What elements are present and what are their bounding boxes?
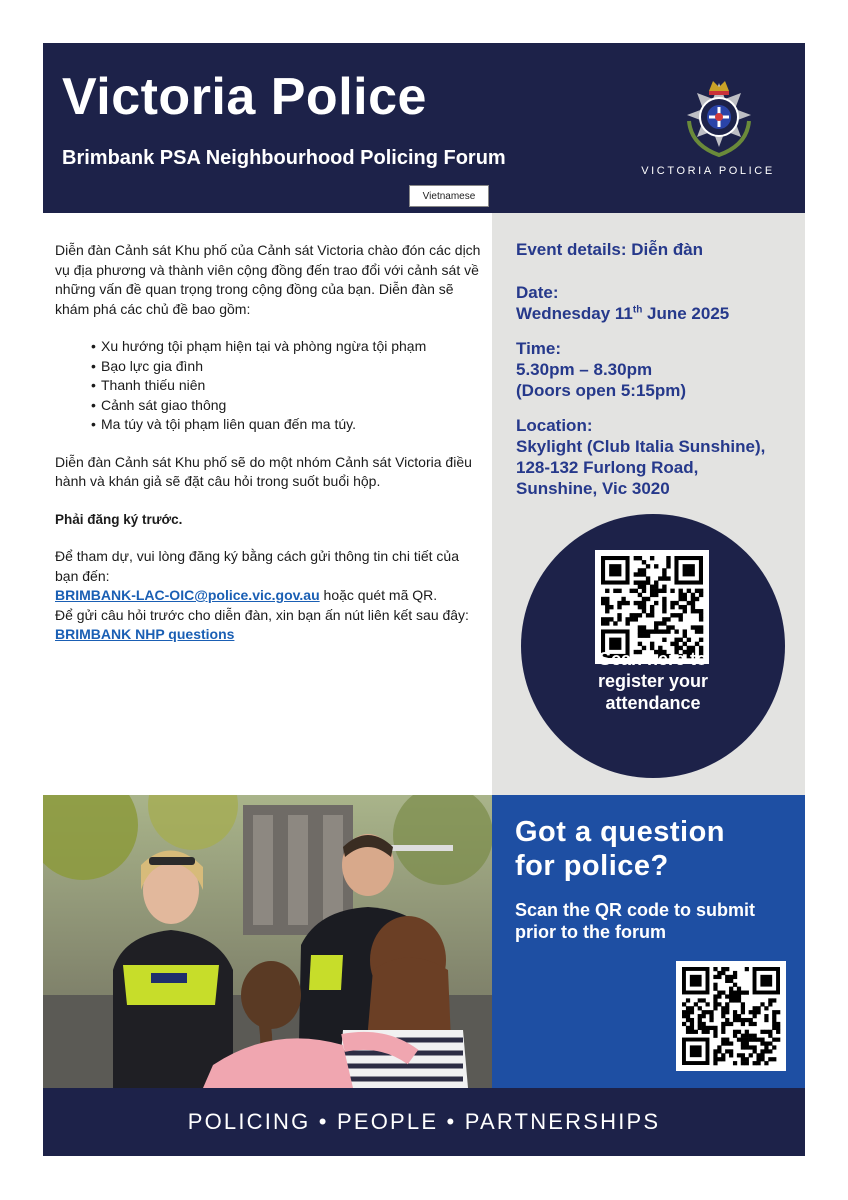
- footer-banner: [43, 1088, 805, 1156]
- date-sup: th: [632, 304, 643, 316]
- intro-paragraph: Diễn đàn Cảnh sát Khu phố của Cảnh sát Victoria chào đón các dịch vụ địa phương và thành viên cộng đồng đến trao đổi với cảnh sát về những vấn đề quan trọng trong cộng đồng của bạn. Diễn đàn sẽ khám phá các chủ đề bao gồm:: [55, 242, 481, 317]
- header-banner: [43, 43, 805, 213]
- date-label: Date:: [516, 283, 559, 302]
- question-heading-line: for police?: [515, 850, 669, 882]
- list-item: • Thanh thiếu niên: [91, 376, 483, 396]
- language-badge[interactable]: Vietnamese: [409, 185, 489, 207]
- questions-qr-code[interactable]: [676, 961, 786, 1071]
- list-item: • Bạo lực gia đình: [91, 357, 483, 377]
- scan-line: Scan here to: [598, 649, 708, 669]
- list-item: • Ma túy và tội phạm liên quan đến ma túy.: [91, 415, 483, 435]
- topics-list: [55, 337, 483, 435]
- list-item: • Xu hướng tội phạm hiện tại và phòng ngừa tội phạm: [91, 337, 483, 357]
- email-link[interactable]: BRIMBANK-LAC-OIC@police.vic.gov.au: [55, 587, 320, 603]
- police-star-badge-icon: [669, 71, 769, 171]
- register-circle: [521, 514, 785, 778]
- page-title: Victoria Police: [62, 68, 427, 126]
- question-subtext-line: prior to the forum: [515, 922, 666, 942]
- location-label: Location:: [516, 416, 593, 435]
- scan-line: register your: [597, 671, 709, 691]
- event-details-panel: [492, 213, 805, 795]
- question-heading-line: Got a question: [515, 816, 725, 848]
- scan-register-text: [521, 648, 785, 714]
- register-qr-code[interactable]: [595, 550, 709, 664]
- date-value: [516, 303, 729, 324]
- event-heading: Event details: Diễn đàn: [516, 240, 704, 259]
- question-heading: [515, 815, 725, 883]
- footer-tagline: POLICING • PEOPLE • PARTNERSHIPS: [187, 1109, 661, 1134]
- question-subtext: [515, 899, 755, 943]
- list-item: • Cảnh sát giao thông: [91, 396, 483, 416]
- questions-intro: Để gửi câu hỏi trước cho diễn đàn, xin bạn ấn nút liên kết sau đây:: [55, 606, 469, 623]
- scan-line: attendance: [605, 693, 701, 713]
- time-value: 5.30pm – 8.30pm: [516, 360, 653, 379]
- body-text: [55, 241, 483, 645]
- register-intro: Để tham dự, vui lòng đăng ký bằng cách gửi thông tin chi tiết của bạn đến:: [55, 548, 459, 584]
- date-prefix: Wednesday 11: [516, 304, 633, 323]
- flyer: [43, 43, 805, 1156]
- email-suffix: hoặc quét mã QR.: [319, 587, 438, 603]
- location-line: 128-132 Furlong Road,: [516, 458, 699, 477]
- location-line: Skylight (Club Italia Sunshine),: [516, 437, 766, 456]
- forum-subtitle: Brimbank PSA Neighbourhood Policing Forum: [62, 147, 506, 169]
- location-line: Sunshine, Vic 3020: [516, 479, 670, 498]
- officers-photo: [43, 795, 492, 1088]
- time-label: Time:: [516, 339, 562, 358]
- date-suffix: June 2025: [642, 304, 730, 323]
- doors-open: (Doors open 5:15pm): [516, 381, 687, 400]
- question-subtext-line: Scan the QR code to submit: [515, 900, 756, 920]
- register-paragraph: [55, 547, 483, 645]
- logo-wordmark: VICTORIA POLICE: [641, 165, 775, 177]
- facilitation-paragraph: Diễn đàn Cảnh sát Khu phố sẽ do một nhóm Cảnh sát Victoria điều hành và khán giả sẽ đặt câu hỏi trong suốt buổi hộp.: [55, 453, 472, 489]
- register-notice: Phải đăng ký trước.: [55, 511, 183, 527]
- question-panel: [492, 795, 805, 1088]
- questions-link[interactable]: BRIMBANK NHP questions: [55, 626, 235, 642]
